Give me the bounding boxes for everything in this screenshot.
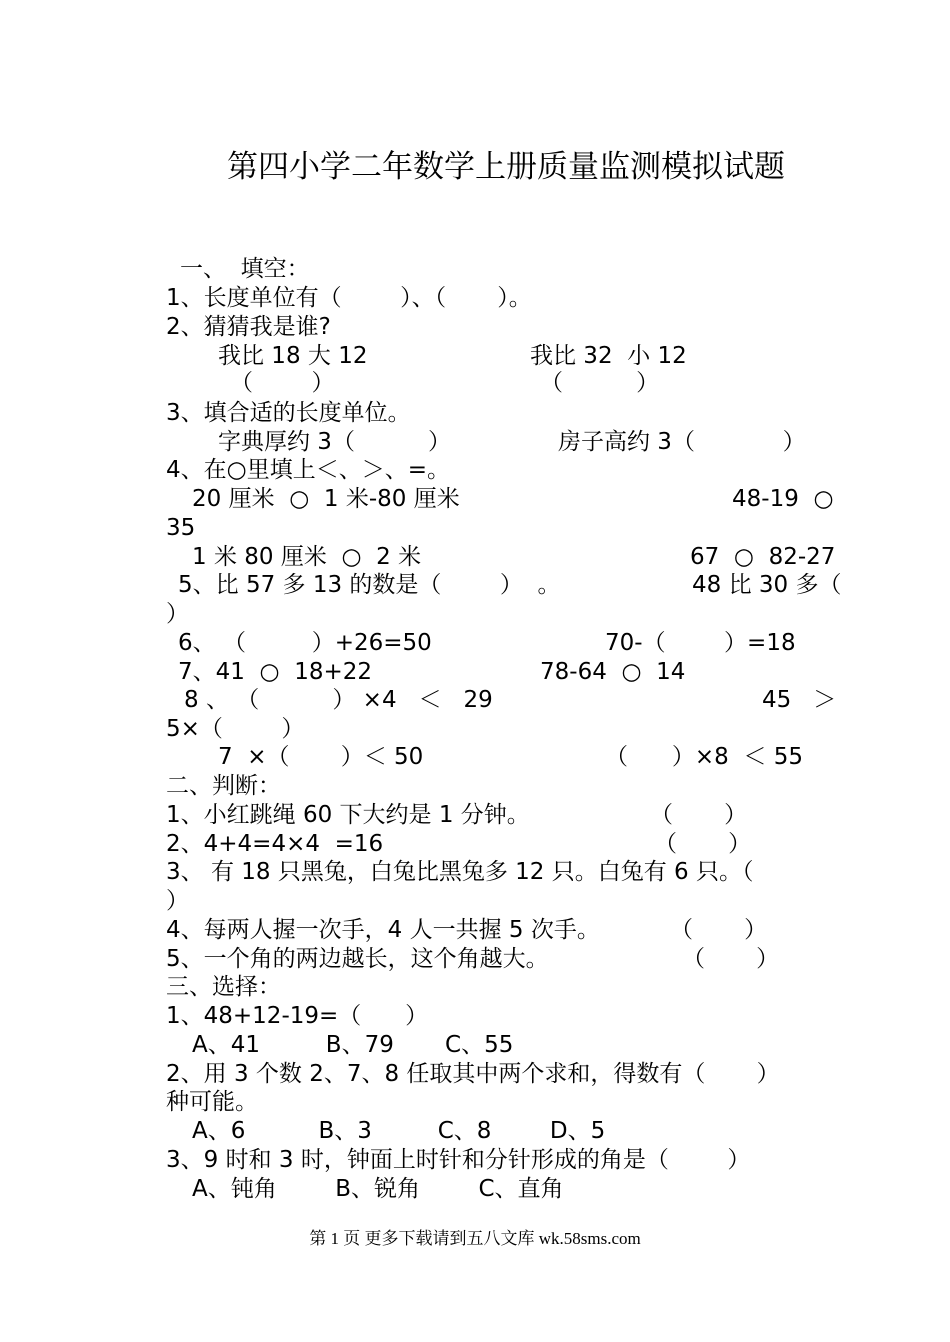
question-1-2: 2、猜猜我是谁? — [166, 314, 331, 340]
section-2-heading: 二、判断： — [166, 773, 281, 799]
judge-2-blank: （ ） — [654, 831, 752, 857]
question-1-6-b: 70-（ ）=18 — [605, 630, 796, 656]
judge-3-wrap: ） — [166, 888, 189, 914]
choice-2: 2、用 3 个数 2、7、8 任取其中两个求和，得数有（ ） — [166, 1061, 780, 1087]
question-1-8-d: （ ）×8 ＜ 55 — [605, 744, 803, 770]
question-1-4-c: 1 米 80 厘米 ○ 2 米 — [192, 544, 422, 570]
judge-5-blank: （ ） — [682, 946, 780, 972]
choice-1: 1、48+12-19=（ ） — [166, 1003, 429, 1029]
page-title: 第四小学二年数学上册质量监测模拟试题 — [227, 149, 785, 185]
question-1-4-a: 20 厘米 ○ 1 米-80 厘米 — [192, 486, 460, 512]
judge-4: 4、每两人握一次手，4 人一共握 5 次手。 — [166, 917, 600, 943]
judge-5: 5、一个角的两边越长，这个角越大。 — [166, 946, 549, 972]
section-1-heading: 一、 填空： — [180, 256, 310, 282]
question-1-8-b: 45 ＞ — [762, 687, 837, 713]
question-1-7-a: 7、41 ○ 18+22 — [178, 659, 373, 685]
question-1-2-right: 我比 32 小 12 — [530, 343, 687, 369]
judge-3: 3、 有 18 只黑兔，白兔比黑兔多 12 只。白兔有 6 只。（ — [166, 859, 754, 885]
choice-1-options: A、41 B、79 C、55 — [192, 1032, 514, 1058]
question-1-8-a: 8 、 （ ） ×4 ＜ 29 — [184, 687, 493, 713]
question-1-5-b: 48 比 30 多（ — [692, 572, 842, 598]
choice-2-options: A、6 B、3 C、8 D、5 — [192, 1118, 606, 1144]
judge-1-blank: （ ） — [650, 802, 748, 828]
question-1-8-c: 7 ×（ ）＜ 50 — [218, 744, 424, 770]
question-1-6-a: 6、 （ ）+26=50 — [178, 630, 432, 656]
question-1-8-b-wrap: 5×（ ） — [166, 716, 305, 742]
judge-4-blank: （ ） — [670, 917, 768, 943]
judge-2: 2、4+4=4×4 =16 — [166, 831, 384, 857]
question-1-4-b-wrap: 35 — [166, 515, 196, 541]
choice-3: 3、9 时和 3 时，钟面上时针和分针形成的角是（ ） — [166, 1147, 751, 1173]
question-1-4: 4、在○里填上＜、＞、=。 — [166, 457, 450, 483]
question-1-3-left: 字典厚约 3（ ） — [218, 429, 452, 455]
page-footer: 第 1 页 更多下载请到五八文库 wk.58sms.com — [309, 1229, 641, 1248]
judge-1: 1、小红跳绳 60 下大约是 1 分钟。 — [166, 802, 530, 828]
section-3-heading: 三、选择： — [166, 974, 281, 1000]
choice-2-wrap: 种可能。 — [166, 1089, 258, 1115]
question-1-4-d: 67 ○ 82-27 — [690, 544, 836, 570]
question-1-2-left-blank: （ ） — [230, 370, 335, 396]
question-1-1: 1、长度单位有（ ）、（ ）。 — [166, 285, 532, 311]
question-1-2-right-blank: （ ） — [540, 370, 660, 396]
question-1-4-b: 48-19 ○ — [732, 486, 834, 512]
question-1-2-left: 我比 18 大 12 — [218, 343, 368, 369]
question-1-5-a: 5、比 57 多 13 的数是（ ） 。 — [178, 572, 561, 598]
question-1-3-right: 房子高约 3（ ） — [558, 429, 806, 455]
question-1-5-b-wrap: ） — [166, 601, 189, 627]
choice-3-options: A、钝角 B、锐角 C、直角 — [192, 1176, 564, 1202]
question-1-3: 3、填合适的长度单位。 — [166, 400, 411, 426]
question-1-7-b: 78-64 ○ 14 — [540, 659, 686, 685]
